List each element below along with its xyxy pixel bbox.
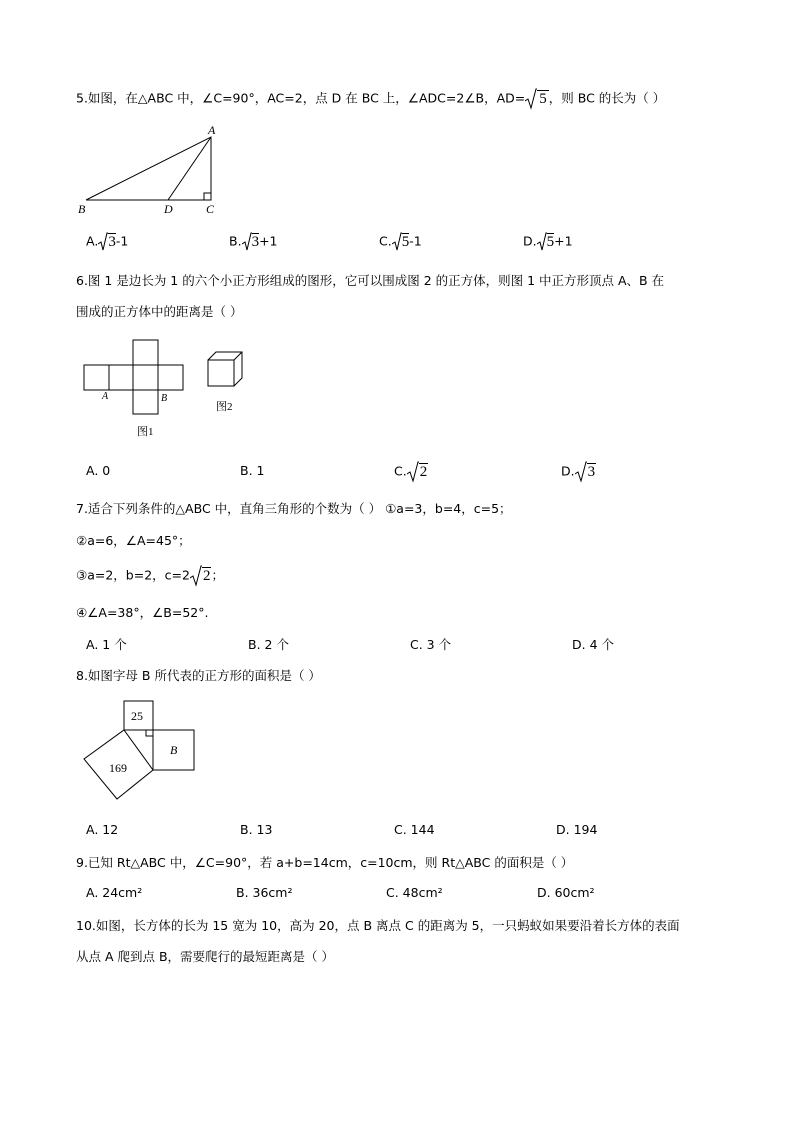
q6-cube <box>208 352 242 386</box>
option-letter: C. <box>379 233 392 249</box>
q7-condition-4: ④∠A=38°，∠B=52°. <box>76 605 209 620</box>
q7-option-a[interactable]: A. 1 个 <box>86 637 127 652</box>
q6-option-a[interactable] <box>86 463 110 478</box>
q8-option-c[interactable]: C. 144 <box>394 822 435 837</box>
q7-radicand: 2 <box>202 567 211 584</box>
option-letter: D. <box>561 463 575 479</box>
q6-label-a: A <box>102 391 109 402</box>
q6-label-b: B <box>161 393 168 404</box>
option-radicand: 3 <box>108 233 116 250</box>
q5-option-d[interactable] <box>523 232 573 252</box>
option-tail: +1 <box>554 233 573 249</box>
q8-label-169: 169 <box>109 761 127 775</box>
q8-stem: 8.如图字母 B 所代表的正方形的面积是（ ） <box>76 668 321 683</box>
q10-stem-line2: 从点 A 爬到点 B，需要爬行的最短距离是（ ） <box>76 949 335 964</box>
q7-condition-2: ②a=6，∠A=45°； <box>76 533 191 548</box>
q9-option-b[interactable]: B. 36cm² <box>236 885 293 900</box>
q5-option-b[interactable] <box>229 232 278 252</box>
sqrt-symbol <box>98 232 116 252</box>
q7-option-d[interactable]: D. 4 个 <box>572 637 614 652</box>
q5-option-c[interactable] <box>379 232 422 252</box>
option-letter: C. <box>394 463 407 479</box>
q5-label-c: C <box>206 202 215 216</box>
q7-option-c[interactable]: C. 3 个 <box>410 637 452 652</box>
q7-stem-line1: 7.适合下列条件的△ABC 中，直角三角形的个数为（ ） ①a=3，b=4，c=5； <box>76 501 512 516</box>
q9-option-a[interactable]: A. 24cm² <box>86 885 143 900</box>
q9-option-c[interactable]: C. 48cm² <box>386 885 443 900</box>
q5-stem <box>76 88 665 110</box>
option-radicand: 3 <box>251 233 260 250</box>
q5-triangle-figure <box>74 120 224 220</box>
q7-condition-3 <box>76 565 224 587</box>
q5-label-a: A <box>208 123 216 137</box>
option-radicand: 5 <box>546 233 555 250</box>
q10-stem-line1: 10.如图，长方体的长为 15 宽为 10，高为 20，点 B 离点 C 的距离为 5，一只蚂蚁如果要沿着长方体的表面 <box>76 918 680 933</box>
q6-stem-line2: 围成的正方体中的距离是（ ） <box>76 304 243 319</box>
sqrt-symbol <box>407 461 429 483</box>
option-letter: D. <box>523 233 537 249</box>
q5-stem-text-a: 5.如图，在△ABC 中，∠C=90°，AC=2，点 D 在 BC 上，∠ADC=2∠B，AD= <box>76 90 526 106</box>
option-tail: +1 <box>259 233 278 249</box>
q9-stem: 9.已知 Rt△ABC 中，∠C=90°，若 a+b=14cm，c=10cm，则 Rt△ABC 的面积是（ ） <box>76 855 574 870</box>
sqrt-symbol <box>190 565 212 587</box>
q9-option-d[interactable]: D. 60cm² <box>537 885 595 900</box>
q8-option-b[interactable]: B. 13 <box>240 822 273 837</box>
option-radicand: 5 <box>401 233 410 250</box>
sqrt-symbol <box>392 232 410 252</box>
sqrt-symbol <box>537 232 555 252</box>
q8-label-b: B <box>170 743 178 757</box>
option-tail: -1 <box>115 233 129 249</box>
q8-option-a[interactable]: A. 12 <box>86 822 119 837</box>
q6-stem-line1: 6.图 1 是边长为 1 的六个小正方形组成的图形，它可以围成图 2 的正方体，则图 1 中正方形顶点 A、B 在 <box>76 273 665 288</box>
q7-condition-3-tail: ； <box>211 567 224 583</box>
option-tail: -1 <box>409 233 422 249</box>
q6-option-c[interactable] <box>394 461 428 483</box>
q5-label-d: D <box>164 202 173 216</box>
q6-fig1-caption: 图1 <box>137 426 154 438</box>
q6-net-figure <box>80 336 250 440</box>
option-radicand: 2 <box>419 463 428 480</box>
sqrt-symbol <box>525 88 549 110</box>
q5-label-b: B <box>78 202 86 216</box>
q5-stem-radicand: 5 <box>539 90 547 107</box>
option-letter: B. 1 <box>240 463 265 478</box>
option-letter: B. <box>229 233 242 249</box>
q5-stem-text-b: ，则 BC 的长为（ ） <box>548 90 666 106</box>
q6-option-d[interactable] <box>561 461 596 483</box>
sqrt-symbol <box>242 232 260 252</box>
option-letter: A. 0 <box>86 463 111 478</box>
q7-condition-3-text: ③a=2，b=2，c=2 <box>76 567 190 583</box>
option-letter: A. <box>86 233 99 249</box>
q6-option-b[interactable] <box>240 463 264 478</box>
q7-option-b[interactable]: B. 2 个 <box>248 637 289 652</box>
option-radicand: 3 <box>587 463 596 480</box>
sqrt-symbol <box>575 461 597 483</box>
q8-label-25: 25 <box>131 709 143 723</box>
q6-fig2-caption: 图2 <box>216 401 233 413</box>
q5-option-a[interactable] <box>86 232 128 252</box>
q8-squares-figure <box>80 696 200 806</box>
q8-option-d[interactable]: D. 194 <box>556 822 598 837</box>
